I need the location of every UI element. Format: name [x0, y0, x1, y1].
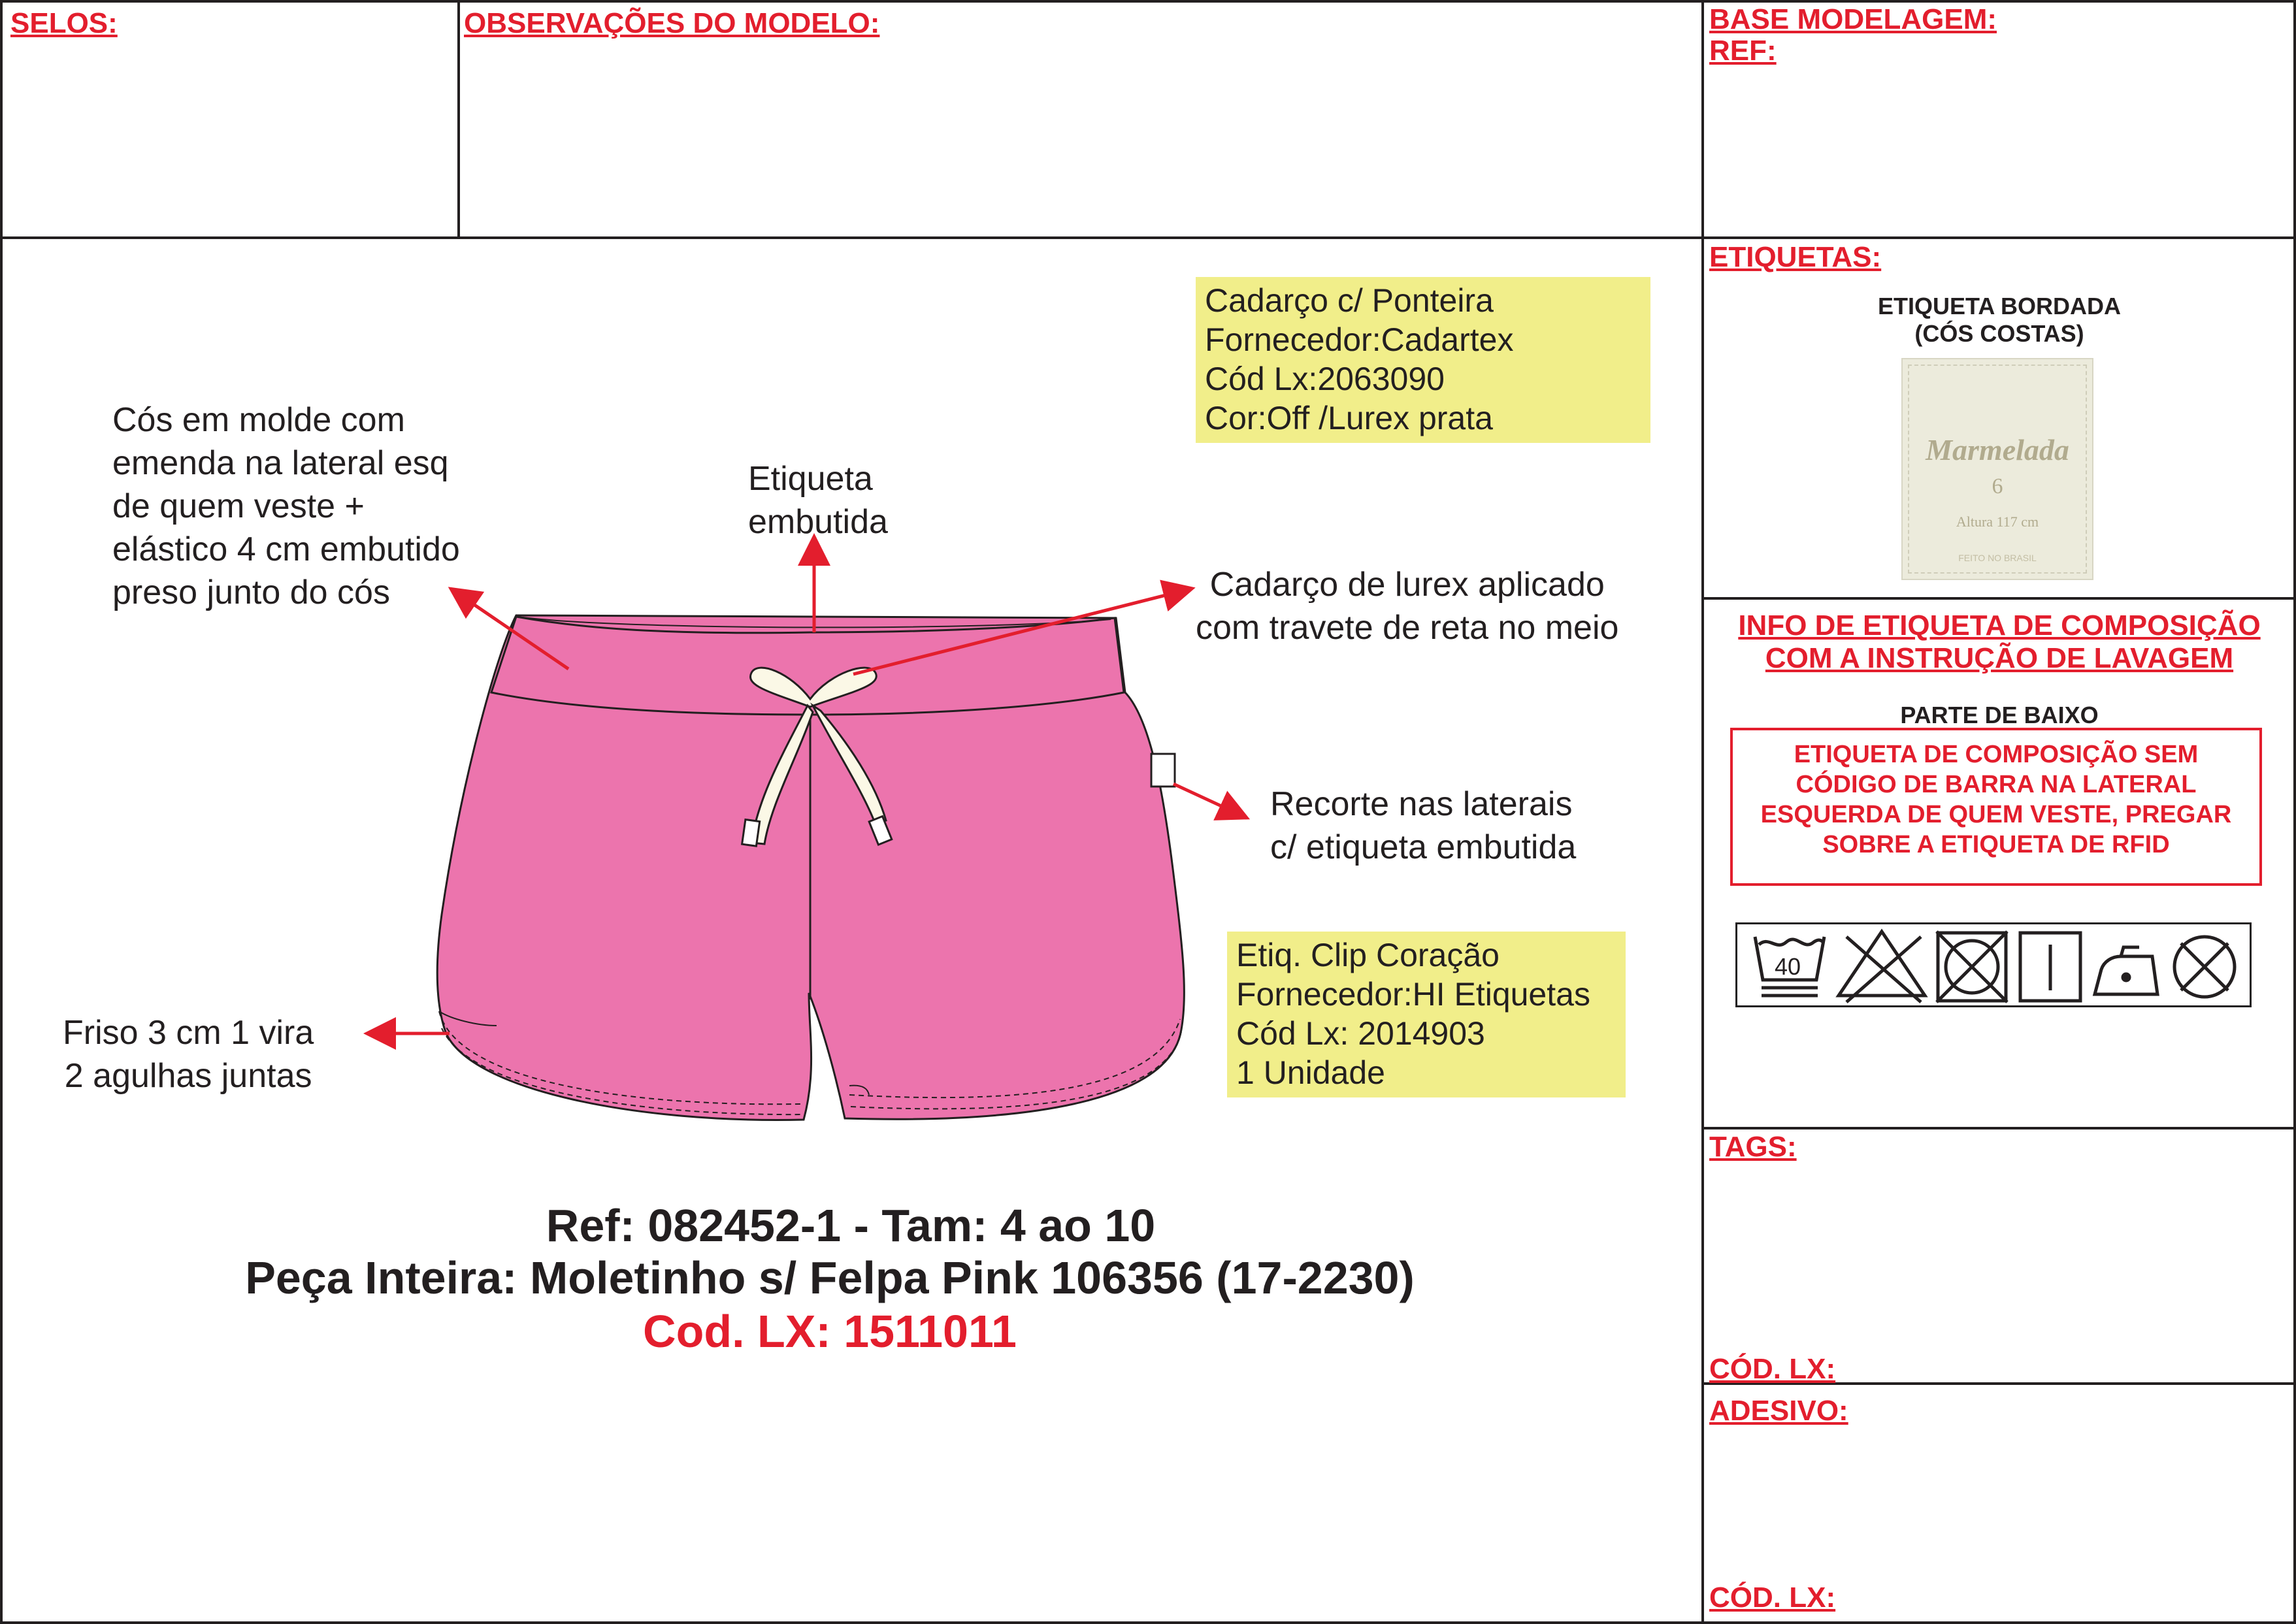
brand-label-size: 6 [1992, 474, 2003, 498]
tags-header: TAGS: [1709, 1131, 1797, 1163]
brand-label-image [1901, 358, 2093, 580]
cos-costas-title: (CÓS COSTAS) [1914, 320, 2084, 347]
no-tumble-dry-icon [1937, 932, 2007, 1002]
observacoes-header: OBSERVAÇÕES DO MODELO: [464, 7, 880, 39]
brand-label-made: FEITO NO BRASIL [1958, 553, 2037, 563]
cadarco-info-box: Cadarço c/ Ponteira Fornecedor:Cadartex Cód Lx:2063090 Cor:Off /Lurex prata [1196, 277, 1650, 443]
etiqueta-embutida-note: Etiqueta embutida [748, 460, 888, 541]
cod-line: Cod. LX: 1511011 [643, 1306, 1017, 1357]
brand-label-name: Marmelada [1926, 433, 2069, 466]
base-modelagem-cell [1701, 0, 2296, 239]
ref-line: Ref: 082452-1 - Tam: 4 ao 10 [546, 1200, 1156, 1251]
cadarco-lurex-note: Cadarço de lurex aplicado com travete de reta no meio [1196, 566, 1619, 647]
selos-header: SELOS: [10, 7, 118, 39]
adesivo-header: ADESIVO: [1709, 1395, 1848, 1427]
adesivo-cod-lx: CÓD. LX: [1709, 1582, 1836, 1614]
etiquetas-header: ETIQUETAS: [1709, 241, 1882, 273]
etiqueta-bordada-title: ETIQUETA BORDADA [1878, 293, 2121, 319]
info-composicao-header-1: INFO DE ETIQUETA DE COMPOSIÇÃO [1738, 609, 2261, 641]
base-modelagem-header: BASE MODELAGEM: [1709, 3, 1997, 35]
cos-note: Cós em molde com emenda na lateral esq de quem veste + elástico 4 cm embutido preso junto do cós [112, 401, 460, 611]
no-dry-clean-icon [2174, 937, 2235, 997]
composition-note-box: ETIQUETA DE COMPOSIÇÃO SEM CÓDIGO DE BARRA NA LATERAL ESQUERDA DE QUEM VESTE, PREGAR SOBRE A ETIQUETA DE RFID [1730, 728, 2262, 886]
line-dry-icon [2020, 933, 2080, 1001]
friso-note: Friso 3 cm 1 vira 2 agulhas juntas [63, 1014, 314, 1095]
info-composicao-header-2: COM A INSTRUÇÃO DE LAVAGEM [1765, 642, 2234, 674]
parte-de-baixo: PARTE DE BAIXO [1900, 702, 2099, 728]
fabric-line: Peça Inteira: Moletinho s/ Felpa Pink 106356 (17-2230) [245, 1252, 1415, 1303]
brand-label-height: Altura 117 cm [1956, 513, 2039, 530]
iron-low-icon [2095, 947, 2157, 994]
recorte-note: Recorte nas laterais c/ etiqueta embutida [1270, 785, 1577, 866]
tags-cell [1701, 1127, 2296, 1385]
care-symbols [1735, 922, 2252, 1007]
no-bleach-icon [1839, 932, 1925, 1002]
ref-header: REF: [1709, 35, 1777, 67]
wash-temp-label: 40 [1775, 953, 1801, 980]
etiq-clip-info-box: Etiq. Clip Coração Fornecedor:HI Etiquetas Cód Lx: 2014903 1 Unidade [1227, 932, 1626, 1097]
tags-cod-lx: CÓD. LX: [1709, 1353, 1836, 1385]
side-clip-label [1151, 754, 1175, 787]
